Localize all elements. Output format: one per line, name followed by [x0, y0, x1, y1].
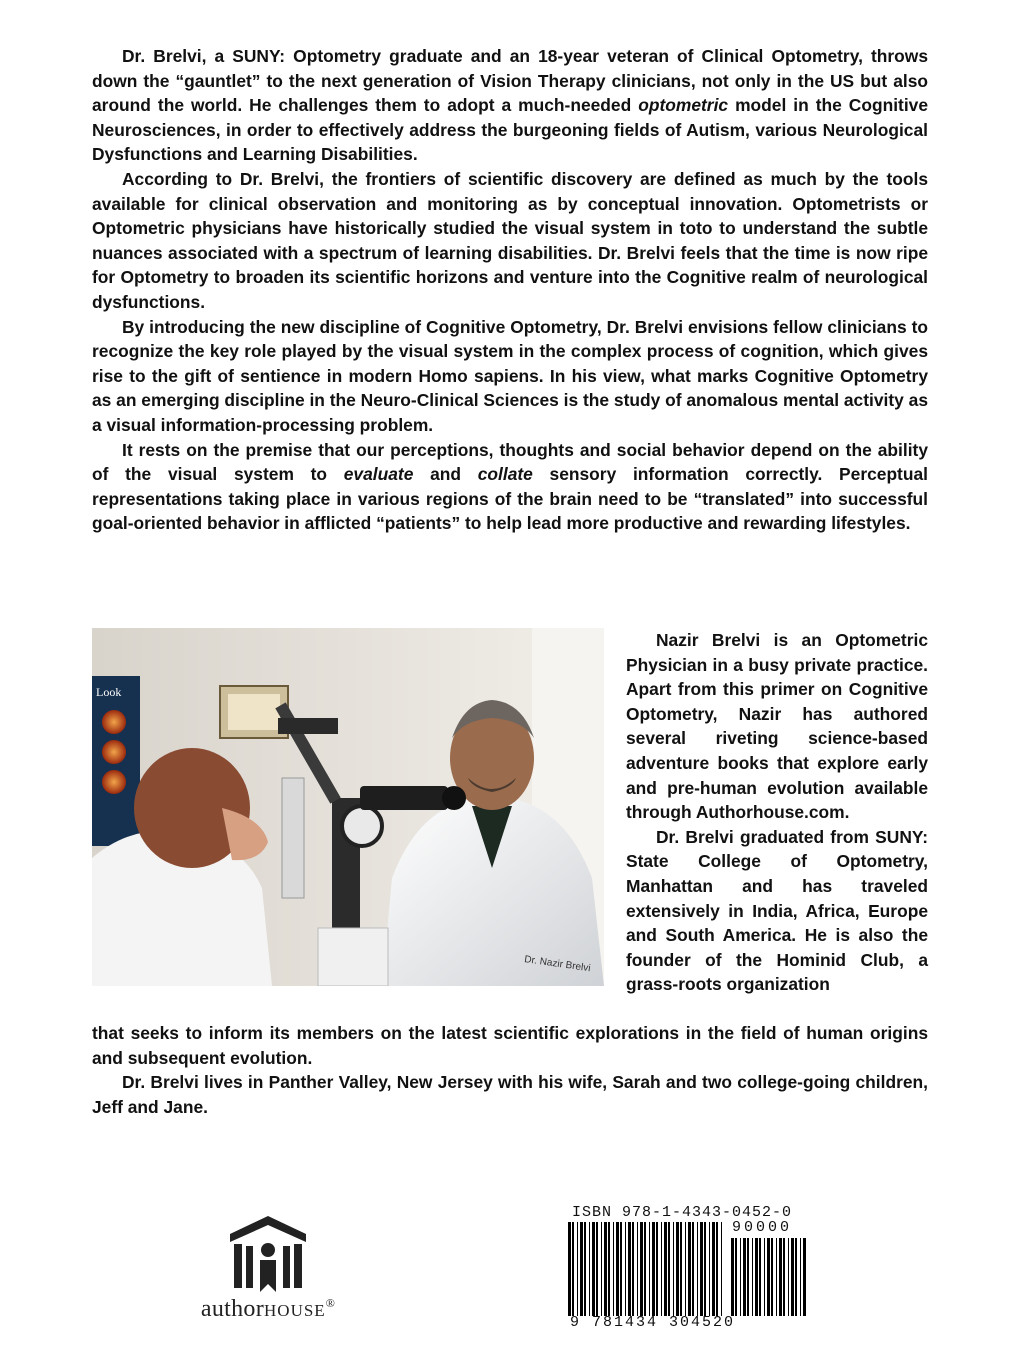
barcode-stripe — [640, 1222, 643, 1316]
paragraph-3: By introducing the new discipline of Cognitive Optometry, Dr. Brelvi envisions fellow clinicians to recognize the key role played by the visual system in the complex process of cognition, which gives rise to the gift of sentience in modern Homo sapiens. In his view, what marks Cognitive Optometry as an emerging discipline in the Neuro-Clinical Sciences is the study of anomalous mental activity as a visual information-processing problem. — [92, 316, 928, 435]
barcode-stripe — [592, 1222, 595, 1316]
publisher-logo — [178, 1212, 358, 1322]
barcode-stripe — [596, 1222, 598, 1316]
barcode-stripe — [625, 1222, 626, 1316]
barcode-stripe — [584, 1222, 586, 1316]
price-code: 90000 — [732, 1219, 793, 1236]
barcode-stripe — [664, 1222, 667, 1316]
paragraph-1: Dr. Brelvi, a SUNY: Optometry graduate and an 18-year veteran of Clinical Optometry, throws down the “gauntlet” to the next generation of Vision Therapy clinicians, not only in the US but also around the world. He challenges them to adopt a much-needed optometric model in the Cognitive Neurosciences, in order to effectively address the burgeoning fields of Autism, various Neurological Dysfunctions and Learning Disabilities. — [92, 46, 928, 165]
barcode-stripe — [791, 1238, 794, 1316]
barcode-bars — [566, 1222, 726, 1316]
barcode-stripe — [716, 1222, 718, 1316]
barcode-stripe — [776, 1238, 777, 1316]
barcode-stripe — [771, 1238, 773, 1316]
authorhouse-logo-icon — [178, 1212, 358, 1296]
author-photo — [92, 628, 604, 986]
barcode-stripe — [795, 1238, 797, 1316]
addon-barcode-bars — [729, 1238, 809, 1316]
barcode-stripe — [620, 1222, 622, 1316]
bio-paragraph-2-start: Dr. Brelvi graduated from SUNY: State College of Optometry, Manhattan and has traveled extensively in India, Africa, Europe and South America. He is also the founder of the Hominid Club, a grass-roots organization — [626, 826, 928, 995]
barcode-stripe — [747, 1238, 749, 1316]
barcode-stripe — [712, 1222, 715, 1316]
barcode-stripe — [568, 1222, 571, 1316]
barcode-stripe — [577, 1222, 578, 1316]
paragraph-4: It rests on the premise that our perceptions, thoughts and social behavior depend on the ability of the visual system to evaluate and collate sensory information correctly. Perceptual representations taking place in various regions of the brain need to be “translated” into successful goal-oriented behavior in afflicted “patients” to help lead more productive and rewarding lifestyles. — [92, 439, 928, 534]
barcode-stripe — [661, 1222, 662, 1316]
bio-paragraph-3: Dr. Brelvi lives in Panther Valley, New Jersey with his wife, Sarah and two college-going children, Jeff and Jane. — [92, 1072, 928, 1117]
main-description — [92, 44, 928, 536]
barcode-stripe — [788, 1238, 789, 1316]
barcode-stripe — [608, 1222, 610, 1316]
barcode-stripe — [759, 1238, 761, 1316]
barcode-stripe — [752, 1238, 753, 1316]
barcode-stripe — [616, 1222, 619, 1316]
barcode-stripe — [649, 1222, 650, 1316]
barcode-stripe — [688, 1222, 691, 1316]
barcode-stripe — [580, 1222, 583, 1316]
barcode-stripe — [755, 1238, 758, 1316]
paragraph-2: According to Dr. Brelvi, the frontiers of scientific discovery are defined as much by the tools available for clinical observation and monitoring as by conceptual innovation. Optometrists or Optometric physicians have historically studied the visual system in toto to understand the subtle nuances associated with a spectrum of learning disabilities. Dr. Brelvi feels that the time is now ripe for Optometry to broaden its scientific horizons and venture into the Cognitive realm of neurological dysfunctions. — [92, 168, 928, 312]
eye-exam-photo — [92, 628, 604, 986]
retina-poster — [92, 676, 140, 846]
barcode-stripe — [589, 1222, 590, 1316]
barcode-stripe — [632, 1222, 634, 1316]
barcode-stripe — [764, 1238, 765, 1316]
barcode-stripe — [783, 1238, 785, 1316]
barcode-stripe — [680, 1222, 682, 1316]
isbn-label: ISBN 978-1-4343-0452-0 — [572, 1204, 793, 1221]
barcode-stripe — [676, 1222, 679, 1316]
barcode-stripe — [644, 1222, 646, 1316]
barcode-stripe — [767, 1238, 770, 1316]
barcode-stripe — [721, 1222, 722, 1316]
barcode-stripe — [685, 1222, 686, 1316]
barcode-stripe — [709, 1222, 710, 1316]
barcode-stripe — [601, 1222, 602, 1316]
svg-text:Look: Look — [96, 685, 122, 699]
barcode-stripe — [692, 1222, 694, 1316]
barcode-stripe — [673, 1222, 674, 1316]
barcode-stripe — [740, 1238, 741, 1316]
barcode-stripe — [803, 1238, 806, 1316]
isbn-barcode — [566, 1204, 810, 1332]
barcode-stripe — [743, 1238, 746, 1316]
barcode-stripe — [697, 1222, 698, 1316]
barcode-stripe — [700, 1222, 703, 1316]
barcode-stripe — [604, 1222, 607, 1316]
barcode-stripe — [572, 1222, 574, 1316]
barcode-stripe — [656, 1222, 658, 1316]
barcode-digits: 9 781434 304520 — [570, 1314, 736, 1331]
barcode-stripe — [668, 1222, 670, 1316]
barcode-stripe — [613, 1222, 614, 1316]
barcode-stripe — [637, 1222, 638, 1316]
barcode-stripe — [704, 1222, 706, 1316]
author-bio-full — [92, 1021, 928, 1119]
barcode-stripe — [800, 1238, 801, 1316]
bio-paragraph-1: Nazir Brelvi is an Optometric Physician in a busy private practice. Apart from this primer on Cognitive Optometry, Nazir has authored several riveting science-based adventure books that explore early and pre-human evolution available through Authorhouse.com. — [626, 630, 928, 823]
publisher-name: authorHOUSE® — [200, 1296, 336, 1322]
author-bio-column — [626, 628, 928, 997]
barcode-stripe — [779, 1238, 782, 1316]
bio-paragraph-2-end: that seeks to inform its members on the latest scientific explorations in the field of human origins and subsequent evolution. — [92, 1023, 928, 1068]
barcode-stripe — [628, 1222, 631, 1316]
barcode-stripe — [652, 1222, 655, 1316]
barcode-stripe — [731, 1238, 734, 1316]
barcode-stripe — [735, 1238, 737, 1316]
svg-text:Dr. Nazir Brelvi: Dr. Nazir Brelvi — [523, 954, 592, 975]
